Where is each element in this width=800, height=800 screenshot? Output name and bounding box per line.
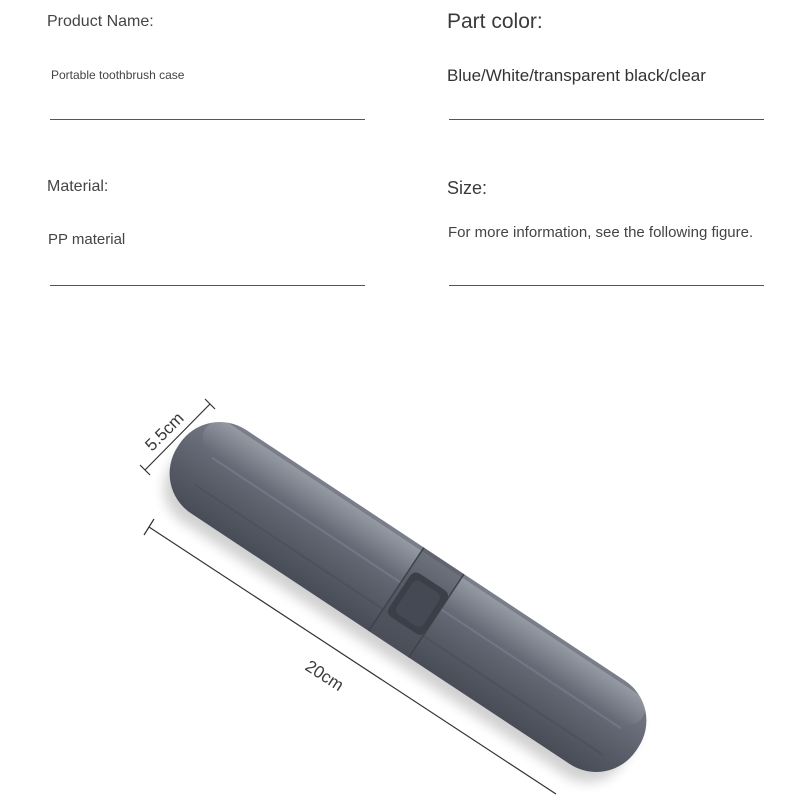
part-color-label: Part color: [447,10,543,33]
material-label: Material: [47,178,109,195]
size-value: For more information, see the following figure. [448,224,754,241]
width-dimension-label: 5.5cm [141,408,188,455]
material-value: PP material [48,231,126,248]
product-name-label: Product Name: [47,13,154,30]
size-label: Size: [447,178,488,198]
part-color-value: Blue/White/transparent black/clear [447,66,706,85]
length-dimension-label: 20cm [301,656,348,695]
toothbrush-case [144,404,664,800]
product-name-value: Portable toothbrush case [51,68,185,82]
